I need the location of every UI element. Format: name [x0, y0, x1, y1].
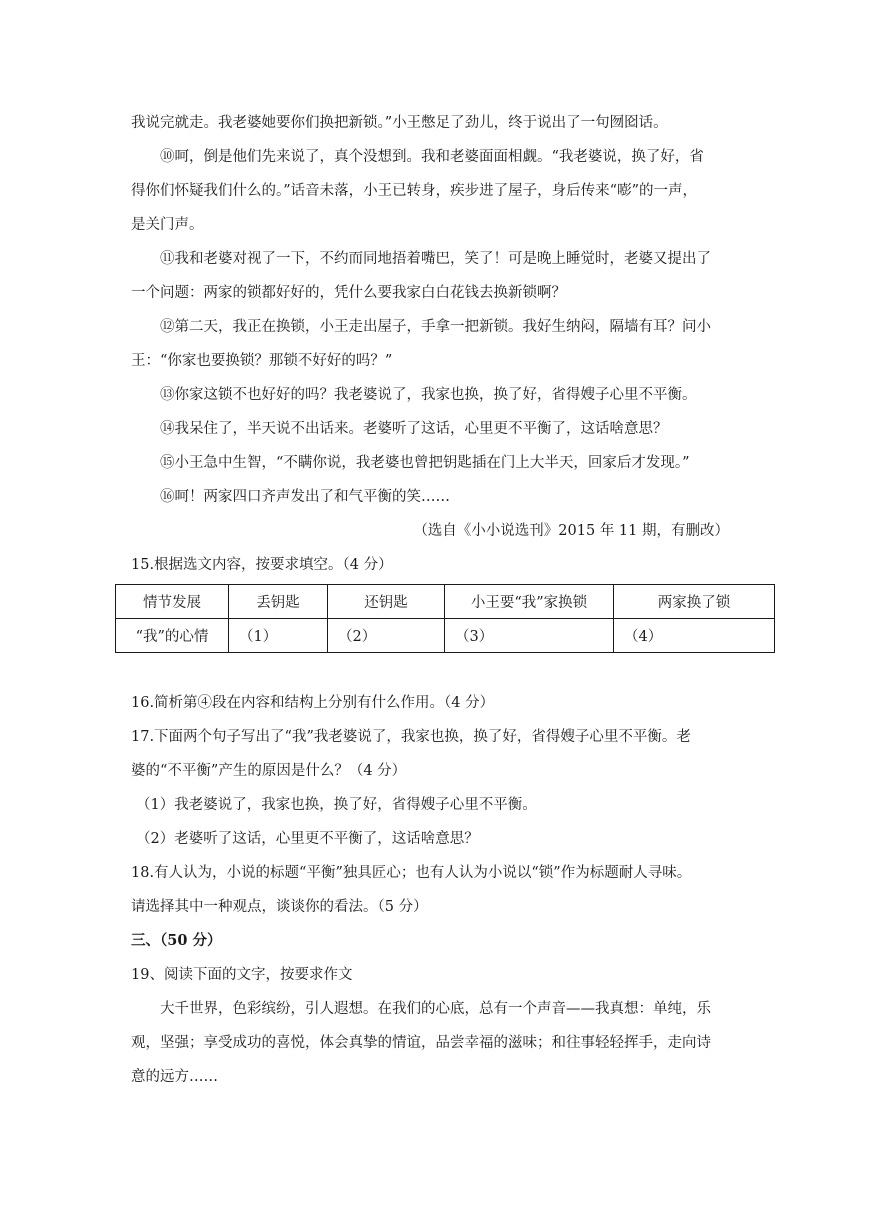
story-paragraph-12-line-1: ⑫第二天，我正在换锁，小王走出屋子，手拿一把新锁。我好生纳闷，隔墙有耳？问小 [160, 319, 711, 335]
question-15-prompt: 15.根据选文内容，按要求填空。（4 分） [131, 557, 393, 573]
question-17-item-2: （2）老婆听了这话，心里更不平衡了，这话啥意思？ [136, 831, 479, 847]
answer-blank-4[interactable]: （4） [614, 619, 775, 653]
story-paragraph-9-end: 我说完就走。我老婆她要你们换把新锁。”小王憋足了劲儿，终于说出了一句囫囵话。 [131, 115, 668, 131]
question-19-body-line-1: 大千世界，色彩缤纷，引人遐想。在我们的心底，总有一个声音——我真想：单纯，乐 [160, 1001, 711, 1017]
table-cell: “我”的心情 [116, 619, 229, 653]
story-paragraph-12-line-2: 王：“你家也要换锁？那锁不好好的吗？” [131, 353, 393, 369]
answer-blank-2[interactable]: （2） [328, 619, 445, 653]
question-19-body-line-3: 意的远方…… [131, 1069, 218, 1085]
question-19-body-line-2: 观，坚强；享受成功的喜悦，体会真挚的情谊，品尝幸福的滋味；和往事轻轻挥手，走向诗 [131, 1035, 711, 1051]
story-paragraph-10-line-1: ⑩呵，倒是他们先来说了，真个没想到。我和老婆面面相觑。“我老婆说，换了好，省 [160, 149, 704, 165]
story-paragraph-15: ⑮小王急中生智，“不瞒你说，我老婆也曾把钥匙插在门上大半天，回家后才发现。” [160, 455, 690, 471]
story-paragraph-10-line-3: 是关门声。 [131, 217, 204, 233]
plot-table-header-row [116, 585, 775, 619]
table-cell: 情节发展 [116, 585, 229, 619]
table-cell: 小王要“我”家换锁 [445, 585, 614, 619]
plot-table [115, 584, 775, 653]
story-paragraph-14: ⑭我呆住了，半天说不出话来。老婆听了这话，心里更不平衡了，这话啥意思？ [160, 421, 668, 437]
story-paragraph-13: ⑬你家这锁不也好好的吗？我老婆说了，我家也换，换了好，省得嫂子心里不平衡。 [160, 387, 697, 403]
story-paragraph-11-line-2: 一个问题：两家的锁都好好的，凭什么要我家白白花钱去换新锁啊？ [131, 285, 566, 301]
question-16: 16.简析第④段在内容和结构上分别有什么作用。（4 分） [131, 695, 495, 711]
section-3-heading: 三、（50 分） [131, 932, 222, 949]
table-cell: 还钥匙 [328, 585, 445, 619]
question-18-line-1: 18.有人认为，小说的标题“平衡”独具匠心；也有人认为小说以“锁”作为标题耐人寻味。 [131, 865, 692, 881]
story-paragraph-10-line-2: 得你们怀疑我们什么的。”话音未落，小王已转身，疾步进了屋子，身后传来“嘭”的一声， [131, 183, 697, 199]
story-paragraph-16: ⑯呵！两家四口齐声发出了和气平衡的笑…… [160, 489, 450, 505]
answer-blank-1[interactable]: （1） [229, 619, 328, 653]
table-cell: 两家换了锁 [614, 585, 775, 619]
question-17-line-2: 婆的“不平衡”产生的原因是什么？（4 分） [131, 763, 407, 779]
story-paragraph-11-line-1: ⑪我和老婆对视了一下，不约而同地捂着嘴巴，笑了！可是晚上睡觉时，老婆又提出了 [160, 251, 711, 267]
question-18-line-2: 请选择其中一种观点，谈谈你的看法。（5 分） [131, 899, 428, 915]
story-source: （选自《小小说选刊》2015 年 11 期，有删改） [413, 523, 729, 539]
table-cell: 丢钥匙 [229, 585, 328, 619]
plot-table-answer-row [116, 619, 775, 653]
question-17-line-1: 17.下面两个句子写出了“我”我老婆说了，我家也换，换了好，省得嫂子心里不平衡。老 [131, 729, 691, 745]
question-17-item-1: （1）我老婆说了，我家也换，换了好，省得嫂子心里不平衡。 [136, 797, 537, 813]
answer-blank-3[interactable]: （3） [445, 619, 614, 653]
question-19-prompt: 19、阅读下面的文字，按要求作文 [131, 967, 353, 983]
